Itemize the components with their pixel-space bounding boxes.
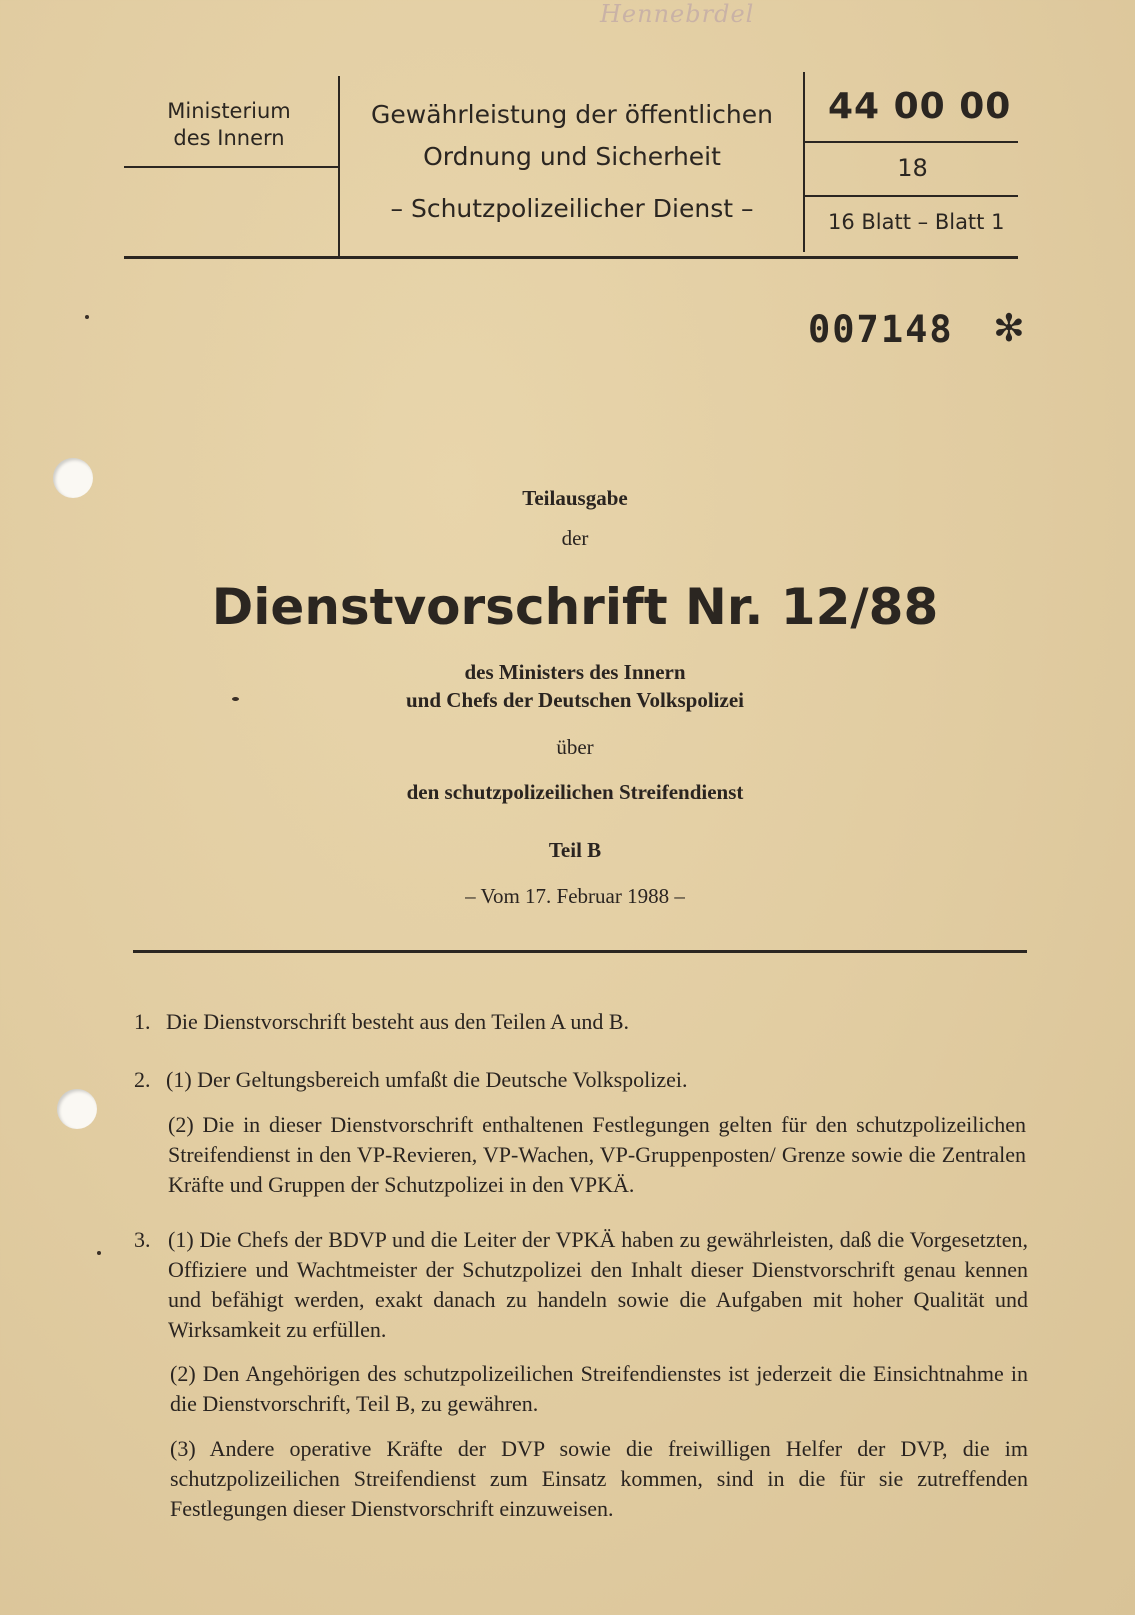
document-number: 18 [897, 154, 928, 182]
ministry-label [124, 98, 334, 152]
section-3-paragraph-1: (1) Die Chefs der BDVP und die Leiter der VPKÄ haben zu gewährleisten, daß die Vorgesetzten, Offiziere und Wachtmeister der Schutzpolizei den Inhalt dieser Dienstvorschrift genau kennen und befähigt werden, exakt danach zu handeln sowie die Aufgaben mit hoher Qualität und Wirksamkeit zu erfüllen. [168, 1227, 1028, 1342]
paper-speck [85, 315, 89, 319]
header-ministry-underline [124, 166, 338, 168]
issuer-line-1: des Ministers des Innern [464, 660, 686, 684]
handwritten-note: Hennebrdel [600, 0, 755, 28]
header-bottom-rule [124, 256, 1018, 259]
section-3-paragraph-2: (2) Den Angehörigen des schutzpolizeilichen Streifendienstes ist jederzeit die Einsichtnahme in die Dienstvorschrift, Teil B, zu gewähren. [170, 1361, 1028, 1416]
section-2-paragraph-1: (1) Der Geltungsbereich umfaßt die Deutsche Volkspolizei. [166, 1067, 688, 1092]
regulation-subject: den schutzpolizeilichen Streifendienst [406, 780, 744, 804]
issuer-line-2: und Chefs der Deutschen Volkspolizei [405, 688, 744, 712]
header-code-underline [805, 141, 1018, 143]
header-number-underline [805, 195, 1018, 197]
title-separator-rule [133, 950, 1027, 953]
subject-line-2: Ordnung und Sicherheit [423, 142, 721, 171]
serial-number: 007148 [808, 308, 954, 351]
of-label: der [561, 526, 589, 550]
subject-label [342, 94, 802, 230]
section-number-1: 1. [134, 1009, 151, 1034]
subject-line-1: Gewährleistung der öffentlichen [371, 100, 773, 129]
partial-edition-label: Teilausgabe [522, 486, 628, 510]
section-2-paragraph-2: (2) Die in dieser Dienstvorschrift enthaltenen Festlegungen gelten für den schutzpolizeilichen Streifendienst in den VP-Revieren, VP-Wachen, VP-Gruppenposten/ Grenze sowie die Zentralen Kräfte und Gruppen der Schutzpolizei in den VPKÄ. [168, 1112, 1026, 1197]
paper-speck [97, 1251, 101, 1255]
header-divider-left [338, 76, 340, 256]
ministry-line-2: des Innern [173, 126, 285, 150]
part-label: Teil B [548, 838, 602, 862]
issue-date: – Vom 17. Februar 1988 – [465, 884, 685, 908]
ministry-line-1: Ministerium [167, 99, 291, 123]
document-code: 44 00 00 [828, 86, 1012, 127]
about-label: über [556, 735, 594, 759]
section-number-3: 3. [134, 1227, 151, 1252]
sheet-count: 16 Blatt – Blatt 1 [828, 210, 1005, 234]
serial-star-mark: ✻ [993, 306, 1025, 350]
document-title: Dienstvorschrift Nr. 12/88 [211, 578, 939, 636]
subject-line-3: – Schutzpolizeilicher Dienst – [390, 194, 754, 223]
punch-hole-bottom [57, 1089, 97, 1129]
section-number-2: 2. [134, 1067, 151, 1092]
section-1-paragraph-1: Die Dienstvorschrift besteht aus den Teilen A und B. [166, 1009, 630, 1034]
section-3-paragraph-3: (3) Andere operative Kräfte der DVP sowie die freiwilligen Helfer der DVP, die im schutzpolizeilichen Streifendienst zum Einsatz kommen, sind in die für sie zutreffenden Festlegungen dieser Dienstvorschrift einzuweisen. [170, 1436, 1028, 1521]
